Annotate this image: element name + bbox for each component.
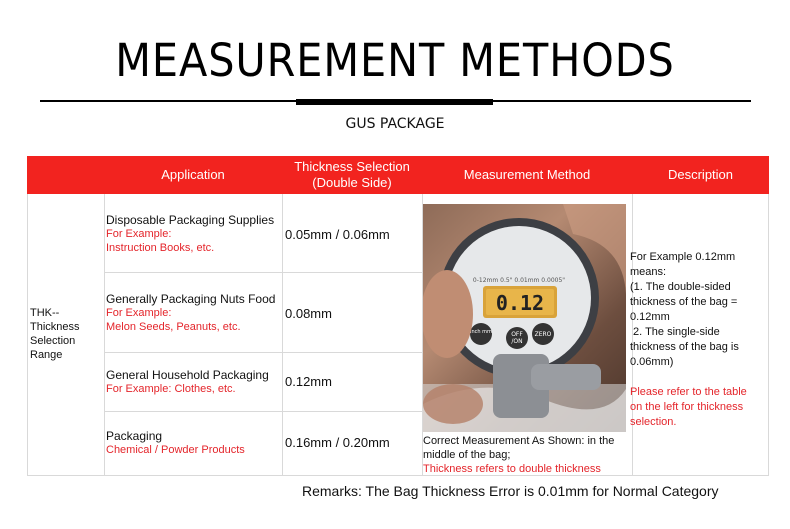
- page-subtitle: GUS PACKAGE: [345, 116, 445, 132]
- gauge-display: 0.12: [495, 291, 545, 315]
- grid-line: [27, 475, 769, 476]
- title-divider-accent: [296, 99, 493, 105]
- grid-line: [104, 352, 422, 353]
- row-label: THK-- Thickness Selection Range: [30, 307, 80, 361]
- gauge-zero-label: ZERO: [534, 331, 552, 338]
- thickness-gauge-illustration: [423, 204, 626, 432]
- header-thickness-line2: (Double Side): [312, 175, 392, 190]
- table-header: [27, 156, 769, 194]
- application-cell: Generally Packaging Nuts Food For Example: Melon Seeds, Peanuts, etc.: [106, 292, 276, 333]
- thickness-cell: 0.08mm: [285, 306, 332, 321]
- header-method: Measurement Method: [463, 167, 591, 182]
- application-cell: Packaging Chemical / Powder Products: [106, 429, 245, 456]
- grid-line: [104, 411, 422, 412]
- header-thickness-line1: Thickness Selection: [294, 159, 410, 174]
- remarks-note: Remarks: The Bag Thickness Error is 0.01mm for Normal Category: [302, 483, 719, 499]
- header-application: Application: [161, 167, 225, 182]
- grid-line: [27, 194, 28, 476]
- application-cell: Disposable Packaging Supplies For Example: Instruction Books, etc.: [106, 213, 275, 254]
- thickness-gauge-photo: [423, 204, 626, 432]
- grid-line: [104, 272, 422, 273]
- gauge-unit-label: inch mm: [470, 329, 492, 335]
- grid-line: [104, 194, 105, 476]
- thickness-cell: 0.12mm: [285, 374, 332, 389]
- grid-line: [768, 194, 769, 476]
- gauge-on-label: /ON: [511, 338, 523, 345]
- grid-line: [282, 194, 283, 476]
- header-thickness: [282, 156, 422, 194]
- gauge-off-label: OFF: [511, 331, 523, 338]
- description-cell: For Example 0.12mm means: (1. The double-sided thickness of the bag = 0.12mm 2. The single-side thickness of the bag is 0.06mm) Please refer to the table on the left for thickness selection.: [630, 251, 747, 428]
- page-title: MEASUREMENT METHODS: [115, 34, 675, 87]
- measurement-table: [27, 156, 769, 476]
- thickness-cell: 0.16mm / 0.20mm: [285, 435, 390, 450]
- application-cell: General Household Packaging For Example: Clothes, etc.: [106, 368, 269, 395]
- header-description: Description: [667, 167, 734, 182]
- measurement-caption: Correct Measurement As Shown: in the middle of the bag; Thickness refers to double thickness: [423, 435, 615, 475]
- gauge-scale-text: 0-12mm 0.5" 0.01mm 0.0005": [472, 277, 566, 284]
- thickness-cell: 0.05mm / 0.06mm: [285, 227, 390, 242]
